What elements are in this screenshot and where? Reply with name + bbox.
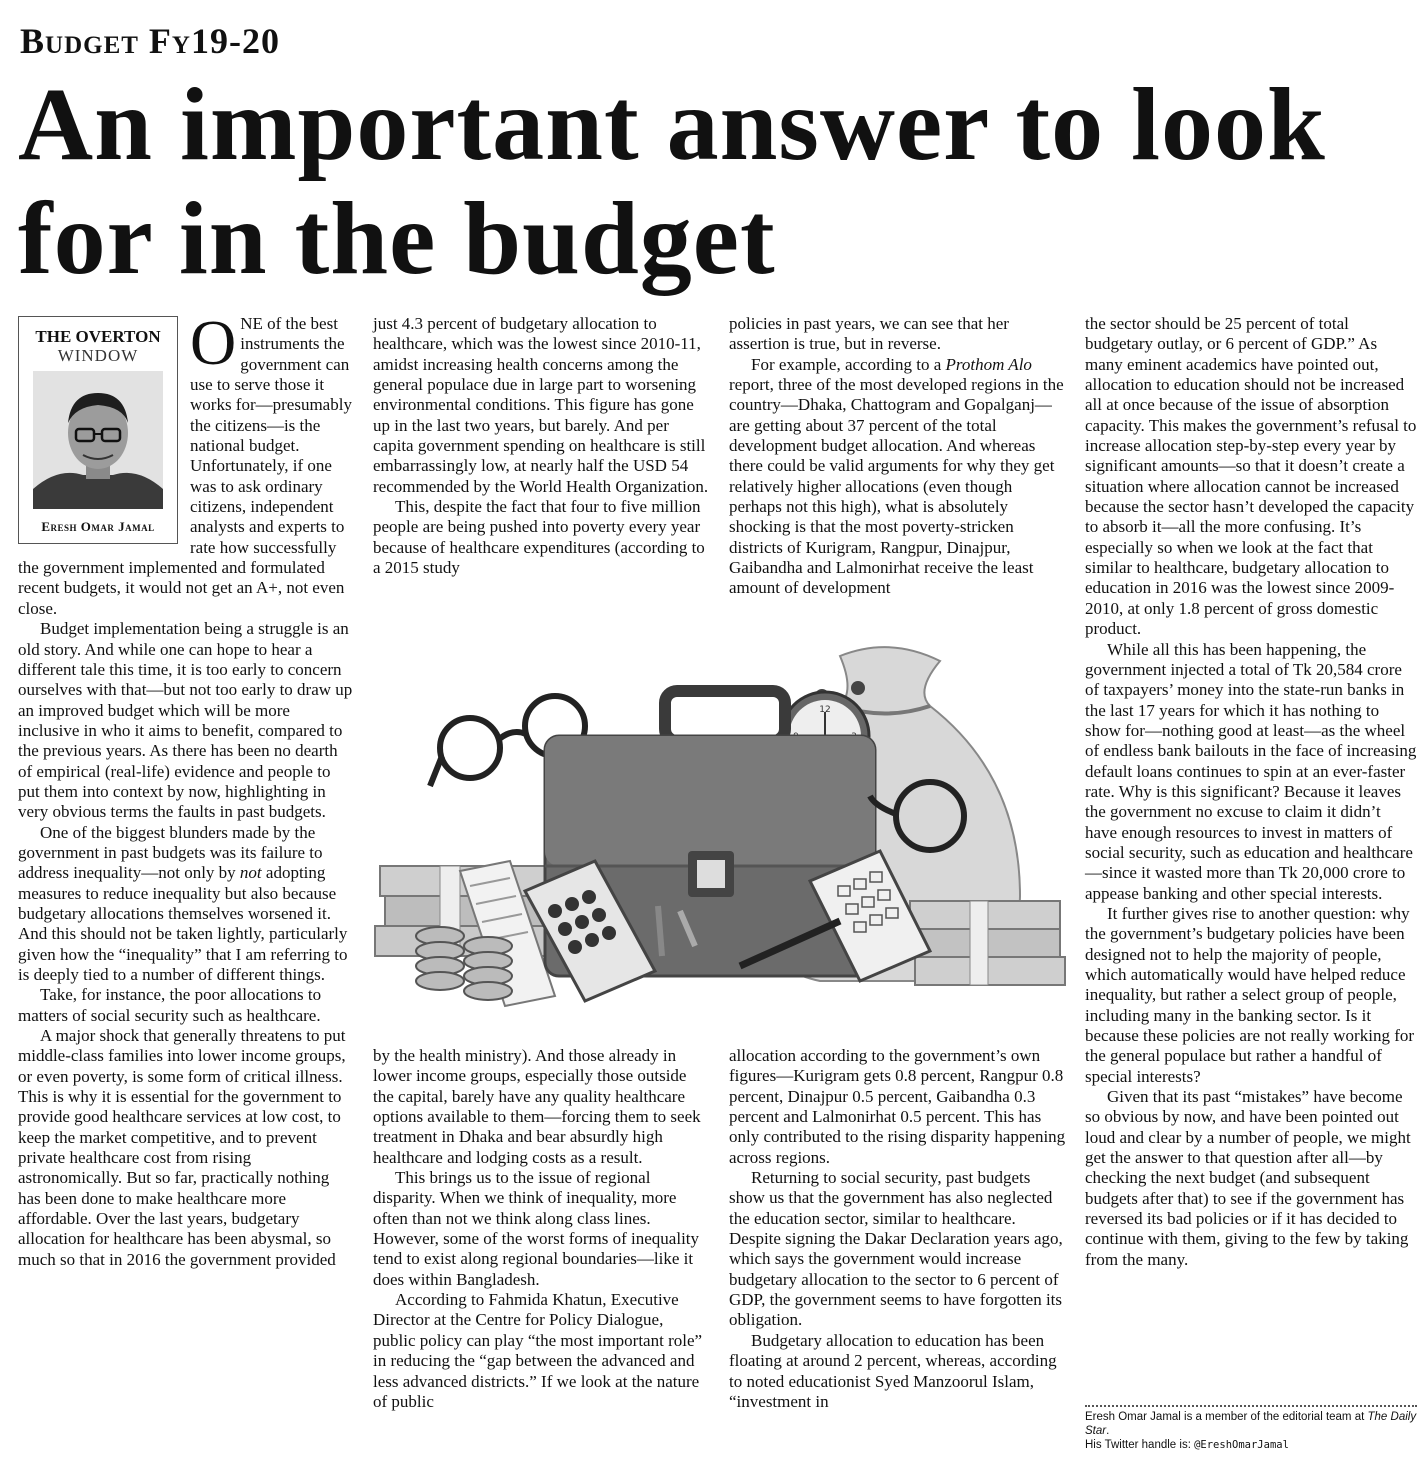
author-bio [1085, 1410, 1417, 1452]
column-2-bottom [373, 1046, 710, 1412]
paragraph: Given that its past “mistakes” have become so obvious by now, and have been pointed out loud and clear by a number of people, we might get the answer to that question after all—by checking the next budget (and subsequent budgets after that) to see if the government has reversed its bad policies or if it has decided to continue with them, giving to the few by taking from the many. [1085, 1087, 1411, 1269]
paragraph: policies in past years, we can see that her assertion is true, but in reverse. [729, 314, 1009, 354]
column-3-bottom [729, 1046, 1066, 1412]
column-title: THE OVERTON [35, 327, 161, 346]
column-1 [18, 307, 353, 1270]
paragraph: Take, for instance, the poor allocations to matters of social security such as healthcare. [18, 985, 322, 1025]
twitter-handle: @EreshOmarJamal [1194, 1439, 1289, 1451]
paragraph: A major shock that generally threatens to put middle-class families into lower income groups, or even poverty, is some form of critical illness. This is why it is essential for the government to provide good healthcare services at low cost, to keep the market competitive, and to prevent private healthcare cost from rising astronomically. But so far, practically nothing has been done to make healthcare more affordable. Over the last years, budgetary allocation for healthcare has been abysmal, so much so that in 2016 the government provided [18, 1026, 346, 1269]
twitter-line: His Twitter handle is: @EreshOmarJamal [1085, 1439, 1289, 1451]
paragraph: the sector should be 25 percent of total budgetary outlay, or 6 percent of GDP.” As many eminent academics have pointed out, allocation to education should not be increased all at once because of the issue of absorption capacity. This makes the government’s refusal to increase allocation step-by-step every year by significant amounts—so that it doesn’t create a situation where allocation cannot be increased because the sector hasn’t developed the capacity to absorb it—all the more confusing. It’s especially so when we look at the fact that similar to healthcare, budgetary allocation to education in 2016 was the lowest since 2009-2010, at only 1.8 percent of gross domestic product. [1085, 314, 1417, 639]
paragraph: Budget implementation being a struggle is an old story. And while one can hope to hear a different tale this time, it is too early to concern ourselves with that—but not too early to draw up an improved budget which will be more inclusive in who it aims to benefit, compared to the previous years. As there has been no dearth of empirical (real-life) evidence and people to put them into context by now, highlighting in very obvious terms the faults in past budgets. [18, 619, 353, 822]
author-photo [33, 371, 163, 509]
paragraph: It further gives rise to another question: why the government’s budgetary policies have been designed not to help the majority of people, which automatically would have helped reduce inequality, but rather a select group of people, including many in the banking sector. Is it because these policies are not really working for the general populace but rather a handful of special interests? [1085, 903, 1415, 1086]
paragraph: Budgetary allocation to education has been floating at around 2 percent, whereas, according to noted educationist Syed Manzoorul Islam, “investment in [729, 1330, 1057, 1411]
footer-divider [1085, 1405, 1417, 1407]
kicker: Budget Fy19-20 [20, 21, 280, 61]
budget-illustration [370, 636, 1070, 1036]
paragraph: This, despite the fact that four to five million people are being pushed into poverty every year because of healthcare expenditures (according to a 2015 study [373, 497, 705, 578]
paragraph: For example, according to a Prothom Alo report, three of the most developed regions in the country—Dhaka, Chattogram and Gopalganj—are getting about 37 percent of the total development budget allocation. And whereas there could be valid arguments for why they get relatively higher allocations (even though perhaps not this high), what is absolutely shocking is that the most poverty-stricken districts of Kurigram, Rangpur, Dinajpur, Gaibandha and Lalmonirhat receive the least amount of development [729, 354, 1064, 598]
paragraph: Returning to social security, past budgets show us that the government has also neglected the education sector, similar to healthcare. Despite signing the Dakar Declaration years ago, which says the government would increase budgetary allocation to the sector to 6 percent of GDP, the government seems to have forgotten its obligation. [729, 1168, 1063, 1330]
paragraph: just 4.3 percent of budgetary allocation to healthcare, which was the lowest since 2010-11, amidst increasing health concerns among the general populace due in large part to worsening environmental conditions. This figure has gone up in the last two years, but barely. And per capita government spending on healthcare is still embarrassingly low, at nearly half the USD 54 recommended by the World Health Organization. [373, 314, 709, 496]
column-subtitle: WINDOW [57, 346, 139, 365]
clock-number: 12 [819, 705, 831, 715]
column-2-top [373, 314, 710, 578]
paragraph: According to Fahmida Khatun, Executive Director at the Centre for Policy Dialogue, public policy can play “the most important role” in reducing the “gap between the advanced and less advanced districts.” If we look at the nature of public [373, 1290, 703, 1411]
headline: An important answer to look for in the budget [18, 67, 1326, 296]
column-logo-box [18, 316, 178, 544]
column-3-top [729, 314, 1066, 599]
drop-cap: O [190, 307, 237, 378]
coins-icon [416, 927, 512, 1000]
author-name: Eresh Omar Jamal [41, 519, 155, 534]
bio-line: Eresh Omar Jamal is a member of the editorial team at The Daily Star. [1085, 1411, 1417, 1437]
paragraph: One of the biggest blunders made by the government in past budgets was its failure to address inequality—not only by not adopting measures to reduce inequality but also because budgetary allocations themselves worsened it. And this should not be taken lightly, particularly given how the “inequality” that I am referring to is deeply tied to a number of different things. [18, 822, 348, 984]
column-4 [1085, 314, 1417, 1270]
paragraph: While all this has been happening, the government injected a total of Tk 20,584 crore of taxpayers’ money into the state-run banks in the last 17 years for which it has nothing to show for—nothing good at least—as the wheel of endless bank bailouts in the face of increasing default loans continues to spin at an ever-faster rate. Why is this significant? Because it leaves the government no excuse to claim it didn’t have enough resources to invest in matters of social security, such as education and healthcare—since it wasted more than Tk 20,000 crore to appease banking and other special interests. [1085, 639, 1417, 903]
paragraph: allocation according to the government’s own figures—Kurigram gets 0.8 percent, Rangpur 0.8 percent, Dinajpur 0.5 percent, Gaibandha 0.3 percent and Lalmonirhat 0.5 percent. This has only contributed to the rising disparity happening across regions. [729, 1046, 1066, 1167]
paragraph: by the health ministry). And those already in lower income groups, especially those outside the capital, barely have any quality healthcare options available to them—forcing them to seek treatment in Dhaka and bear absurdly high healthcare and lodging costs as a result. [373, 1046, 701, 1167]
paragraph: ONE of the best instruments the government can use to serve those it works for—presumably the citizens—is the national budget. Unfortunately, if one was to ask ordinary citizens, independent analysts and experts to rate how successfully the government implemented and formulated recent budgets, it would not get an A+, not even close. [18, 307, 352, 618]
paragraph: This brings us to the issue of regional disparity. When we think of inequality, more often than not we think along class lines. However, some of the worst forms of inequality tend to exist along regional boundaries—like it does within Bangladesh. [373, 1168, 700, 1289]
